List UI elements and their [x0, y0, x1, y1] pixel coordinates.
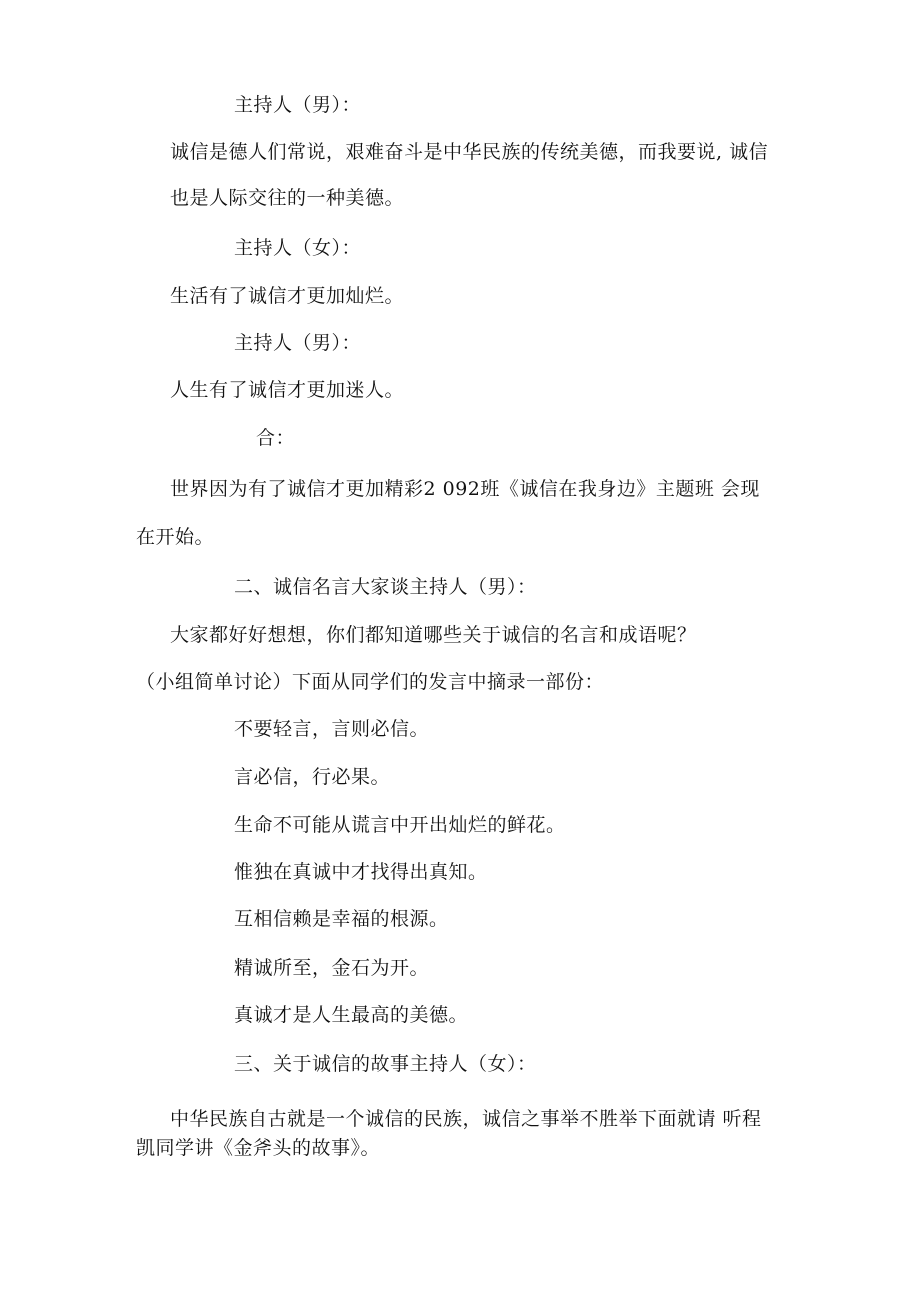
section-heading-3: 三、关于诚信的故事主持人（女）：	[234, 1053, 537, 1075]
paragraph-line: 诚信是德人们常说，艰难奋斗是中华民族的传统美德，而我要说, 诚信	[170, 141, 769, 163]
quote-item: 言必信，行必果。	[234, 766, 391, 788]
paragraph-line: （小组简单讨论）下面从同学们的发言中摘录一部份：	[136, 671, 605, 693]
host-female-label-1: 主持人（女）：	[234, 237, 362, 259]
paragraph-line: 在开始。	[136, 526, 215, 548]
quote-item: 精诚所至，金石为开。	[234, 957, 430, 979]
host-male-label-1: 主持人（男）：	[234, 94, 362, 116]
together-label: 合：	[256, 427, 296, 449]
quote-item: 不要轻言，言则必信。	[234, 718, 430, 740]
quote-item: 真诚才是人生最高的美德。	[234, 1004, 469, 1026]
quote-item: 生命不可能从谎言中开出灿烂的鲜花。	[234, 814, 566, 836]
paragraph-line: 大家都好好想想，你们都知道哪些关于诚信的名言和成语呢？	[170, 624, 697, 646]
paragraph-line: 世界因为有了诚信才更加精彩2 092班《诚信在我身边》主题班 会现	[170, 478, 760, 500]
host-male-label-2: 主持人（男）：	[234, 332, 362, 354]
paragraph-line: 凯同学讲《金斧头的故事》。	[136, 1137, 381, 1159]
paragraph-line: 生活有了诚信才更加灿烂。	[170, 285, 405, 307]
quote-item: 惟独在真诚中才找得出真知。	[234, 861, 488, 883]
paragraph-line: 也是人际交往的一种美德。	[170, 187, 405, 209]
paragraph-line: 人生有了诚信才更加迷人。	[170, 379, 405, 401]
section-heading-2: 二、诚信名言大家谈主持人（男）：	[234, 576, 537, 598]
quote-item: 互相信赖是幸福的根源。	[234, 908, 449, 930]
paragraph-line: 中华民族自古就是一个诚信的民族，诚信之事举不胜举下面就请 听程	[170, 1108, 762, 1130]
